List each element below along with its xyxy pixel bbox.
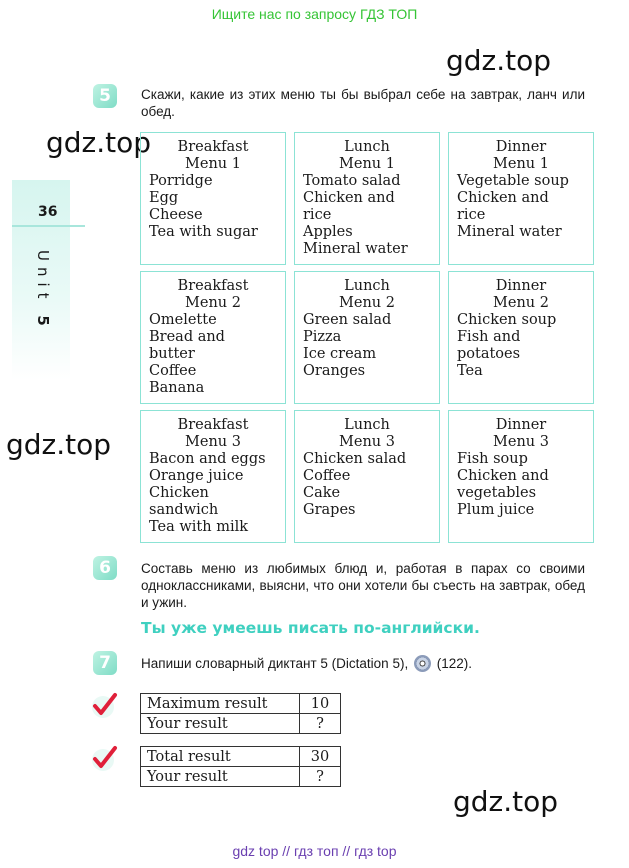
table-row — [141, 694, 341, 714]
menu-item: Chicken — [149, 485, 209, 501]
result-value: ? — [300, 714, 341, 734]
menu-item: Orange juice — [149, 468, 244, 484]
menu-title: Dinner — [495, 278, 547, 294]
footer-links[interactable]: gdz top // гдз топ // гдз top — [232, 843, 397, 859]
table-row — [141, 767, 341, 787]
menu-item: Chicken and — [457, 190, 549, 206]
menu-item: Chicken salad — [303, 451, 407, 467]
menu-item: Cheese — [149, 207, 203, 223]
menu-item: Mineral water — [303, 241, 408, 257]
result-table-1 — [140, 693, 341, 734]
menu-item: Bacon and eggs — [149, 451, 266, 467]
menu-title: Menu 2 — [185, 295, 241, 311]
page-divider — [12, 225, 85, 227]
menu-title: Menu 2 — [493, 295, 549, 311]
menu-title: Menu 3 — [493, 434, 549, 450]
exercise-5-badge: 5 — [93, 84, 117, 108]
menu-item: Plum juice — [457, 502, 535, 518]
exercise-6-instruction: Составь меню из любимых блюд и, работая в парах со своими одноклассниками, выясни, что они хотели бы съесть на завтрак, обед и ужин. — [141, 561, 585, 610]
menu-item: Cake — [303, 485, 341, 501]
menu-item: Vegetable soup — [457, 173, 569, 189]
menu-item: Coffee — [303, 468, 351, 484]
exercise-6-badge: 6 — [93, 556, 117, 580]
menu-title: Breakfast — [177, 139, 249, 155]
menu-item: potatoes — [457, 346, 521, 362]
result-label: Your result — [141, 714, 300, 734]
table-row — [141, 747, 341, 767]
watermark: gdz.top — [446, 44, 552, 77]
watermark: gdz.top — [453, 785, 559, 818]
table-row — [141, 714, 341, 734]
menu-title: Menu 3 — [185, 434, 241, 450]
menu-item: Chicken and — [457, 468, 549, 484]
menu-card — [140, 271, 286, 404]
menu-title: Lunch — [344, 278, 390, 294]
menu-item: Egg — [149, 190, 179, 206]
top-banner[interactable]: Ищите нас по запросу ГДЗ ТОП — [211, 6, 418, 22]
menu-card — [294, 410, 440, 543]
menu-item: Green salad — [303, 312, 392, 328]
exercise-7-text: Напиши словарный диктант 5 (Dictation 5), — [141, 656, 409, 671]
menu-item: Porridge — [149, 173, 213, 189]
menu-item: sandwich — [149, 502, 219, 518]
result-table-2 — [140, 746, 341, 787]
menu-item: Fish and — [457, 329, 521, 345]
exercise-7-track: (122). — [436, 656, 473, 671]
menu-title: Menu 1 — [185, 156, 241, 172]
menu-title: Breakfast — [177, 278, 249, 294]
menu-item: Tea with sugar — [149, 224, 258, 240]
watermark: gdz.top — [6, 428, 112, 461]
menu-item: Coffee — [149, 363, 197, 379]
menu-item: Fish soup — [457, 451, 528, 467]
menu-item: Grapes — [303, 502, 356, 518]
unit-word: Unit — [34, 250, 52, 305]
menu-title: Dinner — [495, 139, 547, 155]
section-heading: Ты уже умеешь писать по-английски. — [141, 619, 480, 637]
menu-item: Omelette — [149, 312, 217, 328]
checkmark-icon — [90, 692, 118, 720]
page-number: 36 — [38, 204, 58, 220]
watermark: gdz.top — [46, 126, 152, 159]
exercise-7-instruction — [141, 655, 472, 672]
menu-item: Tomato salad — [303, 173, 401, 189]
menu-title: Breakfast — [177, 417, 249, 433]
result-label: Your result — [141, 767, 300, 787]
result-value: ? — [300, 767, 341, 787]
menu-item: Tea with milk — [149, 519, 249, 535]
menu-title: Lunch — [344, 417, 390, 433]
menu-card — [294, 132, 440, 265]
unit-label — [34, 250, 52, 332]
menu-item: rice — [457, 207, 486, 223]
menu-item: Mineral water — [457, 224, 562, 240]
menu-title: Menu 2 — [339, 295, 395, 311]
menu-item: Chicken soup — [457, 312, 557, 328]
menu-item: butter — [149, 346, 195, 362]
menu-card — [140, 410, 286, 543]
result-value: 10 — [300, 694, 341, 714]
audio-disc-icon[interactable] — [414, 655, 431, 672]
menu-item: Ice cream — [303, 346, 377, 362]
exercise-5-instruction: Скажи, какие из этих меню ты бы выбрал себе на завтрак, ланч или обед. — [141, 87, 585, 119]
menu-card — [140, 132, 286, 265]
menu-title: Menu 3 — [339, 434, 395, 450]
menu-item: Oranges — [303, 363, 366, 379]
menu-item: Banana — [149, 380, 205, 396]
menu-item: Pizza — [303, 329, 342, 345]
menu-card — [448, 410, 594, 543]
menu-card — [294, 271, 440, 404]
menu-item: Tea — [457, 363, 483, 379]
checkmark-icon — [90, 745, 118, 773]
menu-title: Lunch — [344, 139, 390, 155]
menu-item: Chicken and — [303, 190, 395, 206]
menu-card — [448, 271, 594, 404]
result-label: Total result — [141, 747, 300, 767]
menu-item: Bread and — [149, 329, 225, 345]
result-value: 30 — [300, 747, 341, 767]
menu-item: Apples — [303, 224, 353, 240]
menu-item: vegetables — [457, 485, 537, 501]
menu-title: Menu 1 — [493, 156, 549, 172]
menu-card — [448, 132, 594, 265]
result-label: Maximum result — [141, 694, 300, 714]
unit-number: 5 — [34, 315, 52, 332]
menu-title: Menu 1 — [339, 156, 395, 172]
exercise-7-badge: 7 — [93, 651, 117, 675]
menu-item: rice — [303, 207, 332, 223]
menu-title: Dinner — [495, 417, 547, 433]
